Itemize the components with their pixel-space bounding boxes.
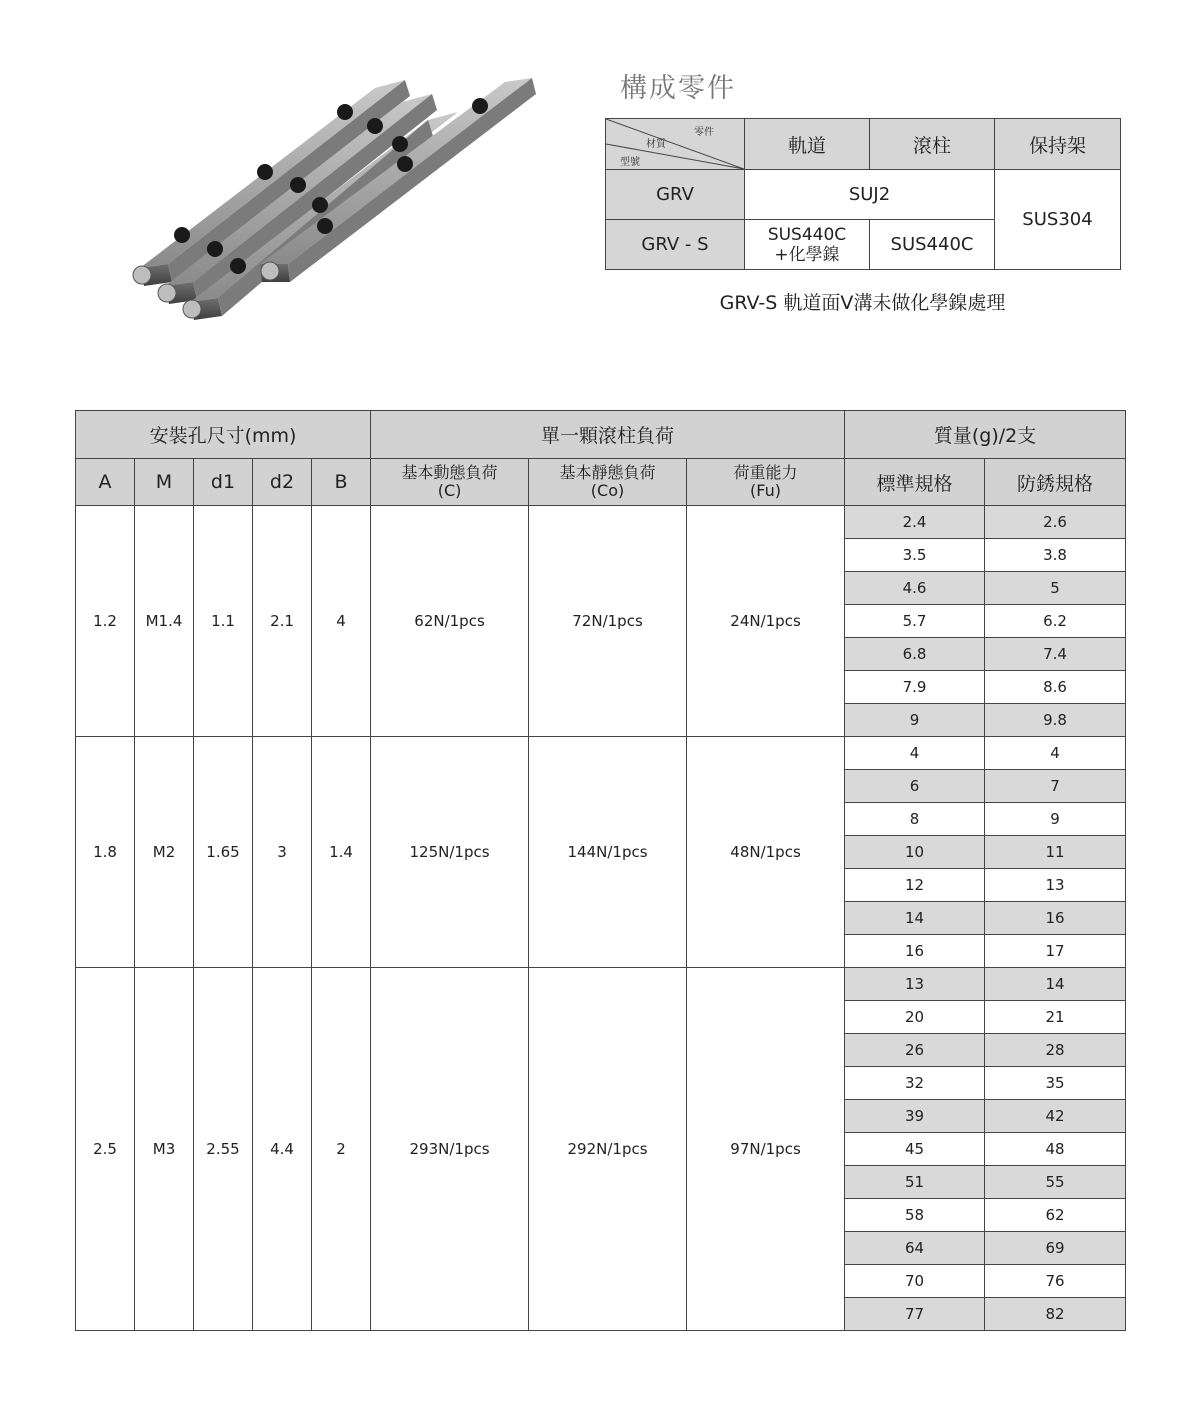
cell-rustproof-mass: 6.2 [985, 605, 1126, 638]
cell-dynamic-load: 293N/1pcs [371, 968, 529, 1331]
cell-dynamic-load: 125N/1pcs [371, 737, 529, 968]
col-static-load-line1: 基本靜態負荷 [559, 463, 656, 482]
cell-rustproof-mass: 55 [985, 1166, 1126, 1199]
cell-static-load: 144N/1pcs [529, 737, 687, 968]
cell-rustproof-mass: 21 [985, 1001, 1126, 1034]
cage-material: SUS304 [995, 170, 1121, 270]
cell-rustproof-mass: 2.6 [985, 506, 1126, 539]
cell-rustproof-mass: 7.4 [985, 638, 1126, 671]
cell-load-capacity: 48N/1pcs [687, 737, 845, 968]
grv-rail-roller-material: SUJ2 [745, 170, 995, 220]
cell-standard-mass: 6 [845, 770, 985, 803]
cell-standard-mass: 4 [845, 737, 985, 770]
spec-body [76, 506, 1126, 1331]
cell-standard-mass: 3.5 [845, 539, 985, 572]
corner-material-label: 材質 [646, 139, 666, 150]
cell-a: 2.5 [76, 968, 135, 1331]
col-static-load [529, 459, 687, 506]
cell-standard-mass: 26 [845, 1034, 985, 1067]
col-load-capacity [687, 459, 845, 506]
col-m: M [135, 459, 194, 506]
cell-standard-mass: 13 [845, 968, 985, 1001]
cell-rustproof-mass: 13 [985, 869, 1126, 902]
grv-s-rail-material-line2: +化學鎳 [774, 244, 840, 265]
cell-standard-mass: 39 [845, 1100, 985, 1133]
cell-standard-mass: 2.4 [845, 506, 985, 539]
cell-d2: 4.4 [253, 968, 312, 1331]
cell-standard-mass: 51 [845, 1166, 985, 1199]
corner-model-label: 型號 [620, 157, 640, 168]
cell-standard-mass: 77 [845, 1298, 985, 1331]
cell-standard-mass: 7.9 [845, 671, 985, 704]
header-roller-load: 單一顆滾柱負荷 [371, 411, 845, 459]
product-image [120, 68, 540, 330]
cell-rustproof-mass: 4 [985, 737, 1126, 770]
cell-rustproof-mass: 16 [985, 902, 1126, 935]
cell-standard-mass: 20 [845, 1001, 985, 1034]
cell-rustproof-mass: 82 [985, 1298, 1126, 1331]
corner-header [606, 119, 745, 170]
model-grv-s: GRV - S [606, 220, 745, 270]
spec-table [75, 410, 1126, 1331]
table-row [76, 737, 1126, 770]
grv-s-roller-material: SUS440C [870, 220, 995, 270]
cell-rustproof-mass: 42 [985, 1100, 1126, 1133]
col-load-capacity-line2: (Fu) [750, 481, 781, 500]
cell-rustproof-mass: 76 [985, 1265, 1126, 1298]
cell-standard-mass: 16 [845, 935, 985, 968]
header-rail: 軌道 [745, 119, 870, 170]
cell-standard-mass: 4.6 [845, 572, 985, 605]
cell-standard-mass: 64 [845, 1232, 985, 1265]
cell-standard-mass: 5.7 [845, 605, 985, 638]
cell-a: 1.8 [76, 737, 135, 968]
cell-m: M1.4 [135, 506, 194, 737]
cell-rustproof-mass: 14 [985, 968, 1126, 1001]
cell-standard-mass: 14 [845, 902, 985, 935]
col-dynamic-load-line1: 基本動態負荷 [401, 463, 498, 482]
header-roller: 滾柱 [870, 119, 995, 170]
cell-rustproof-mass: 69 [985, 1232, 1126, 1265]
col-a: A [76, 459, 135, 506]
cell-rustproof-mass: 17 [985, 935, 1126, 968]
corner-part-label: 零件 [694, 127, 714, 138]
model-grv: GRV [606, 170, 745, 220]
cell-d2: 2.1 [253, 506, 312, 737]
cell-rustproof-mass: 11 [985, 836, 1126, 869]
cell-standard-mass: 32 [845, 1067, 985, 1100]
cell-rustproof-mass: 35 [985, 1067, 1126, 1100]
col-d2: d2 [253, 459, 312, 506]
col-d1: d1 [194, 459, 253, 506]
cell-d1: 2.55 [194, 968, 253, 1331]
cell-static-load: 292N/1pcs [529, 968, 687, 1331]
col-rustproof: 防銹規格 [985, 459, 1126, 506]
cell-rustproof-mass: 3.8 [985, 539, 1126, 572]
parts-note: GRV-S 軌道面V溝未做化學鎳處理 [719, 292, 1006, 314]
cell-standard-mass: 9 [845, 704, 985, 737]
cell-rustproof-mass: 48 [985, 1133, 1126, 1166]
table-row [76, 506, 1126, 539]
col-static-load-line2: (Co) [590, 481, 625, 500]
cell-standard-mass: 12 [845, 869, 985, 902]
cell-standard-mass: 58 [845, 1199, 985, 1232]
grv-s-rail-material-line1: SUS440C [767, 224, 847, 245]
col-standard: 標準規格 [845, 459, 985, 506]
col-b: B [312, 459, 371, 506]
cell-rustproof-mass: 5 [985, 572, 1126, 605]
cell-standard-mass: 10 [845, 836, 985, 869]
cell-standard-mass: 6.8 [845, 638, 985, 671]
cell-rustproof-mass: 7 [985, 770, 1126, 803]
cell-b: 4 [312, 506, 371, 737]
cell-d2: 3 [253, 737, 312, 968]
cell-rustproof-mass: 9 [985, 803, 1126, 836]
col-dynamic-load-line2: (C) [437, 481, 462, 500]
cell-d1: 1.1 [194, 506, 253, 737]
cell-load-capacity: 24N/1pcs [687, 506, 845, 737]
cell-dynamic-load: 62N/1pcs [371, 506, 529, 737]
cell-d1: 1.65 [194, 737, 253, 968]
cell-m: M2 [135, 737, 194, 968]
cell-static-load: 72N/1pcs [529, 506, 687, 737]
parts-table [605, 118, 1121, 270]
cell-standard-mass: 45 [845, 1133, 985, 1166]
cell-rustproof-mass: 28 [985, 1034, 1126, 1067]
parts-title: 構成零件 [620, 73, 736, 104]
cell-rustproof-mass: 9.8 [985, 704, 1126, 737]
cell-b: 1.4 [312, 737, 371, 968]
cell-rustproof-mass: 62 [985, 1199, 1126, 1232]
grv-s-rail-material [745, 220, 870, 270]
col-load-capacity-line1: 荷重能力 [733, 463, 798, 482]
header-cage: 保持架 [995, 119, 1121, 170]
header-mounting-hole: 安裝孔尺寸(mm) [76, 411, 371, 459]
header-mass: 質量(g)/2支 [845, 411, 1126, 459]
cell-rustproof-mass: 8.6 [985, 671, 1126, 704]
cell-m: M3 [135, 968, 194, 1331]
cell-a: 1.2 [76, 506, 135, 737]
cell-b: 2 [312, 968, 371, 1331]
cell-standard-mass: 70 [845, 1265, 985, 1298]
cell-standard-mass: 8 [845, 803, 985, 836]
table-row [76, 968, 1126, 1001]
cell-load-capacity: 97N/1pcs [687, 968, 845, 1331]
col-dynamic-load [371, 459, 529, 506]
